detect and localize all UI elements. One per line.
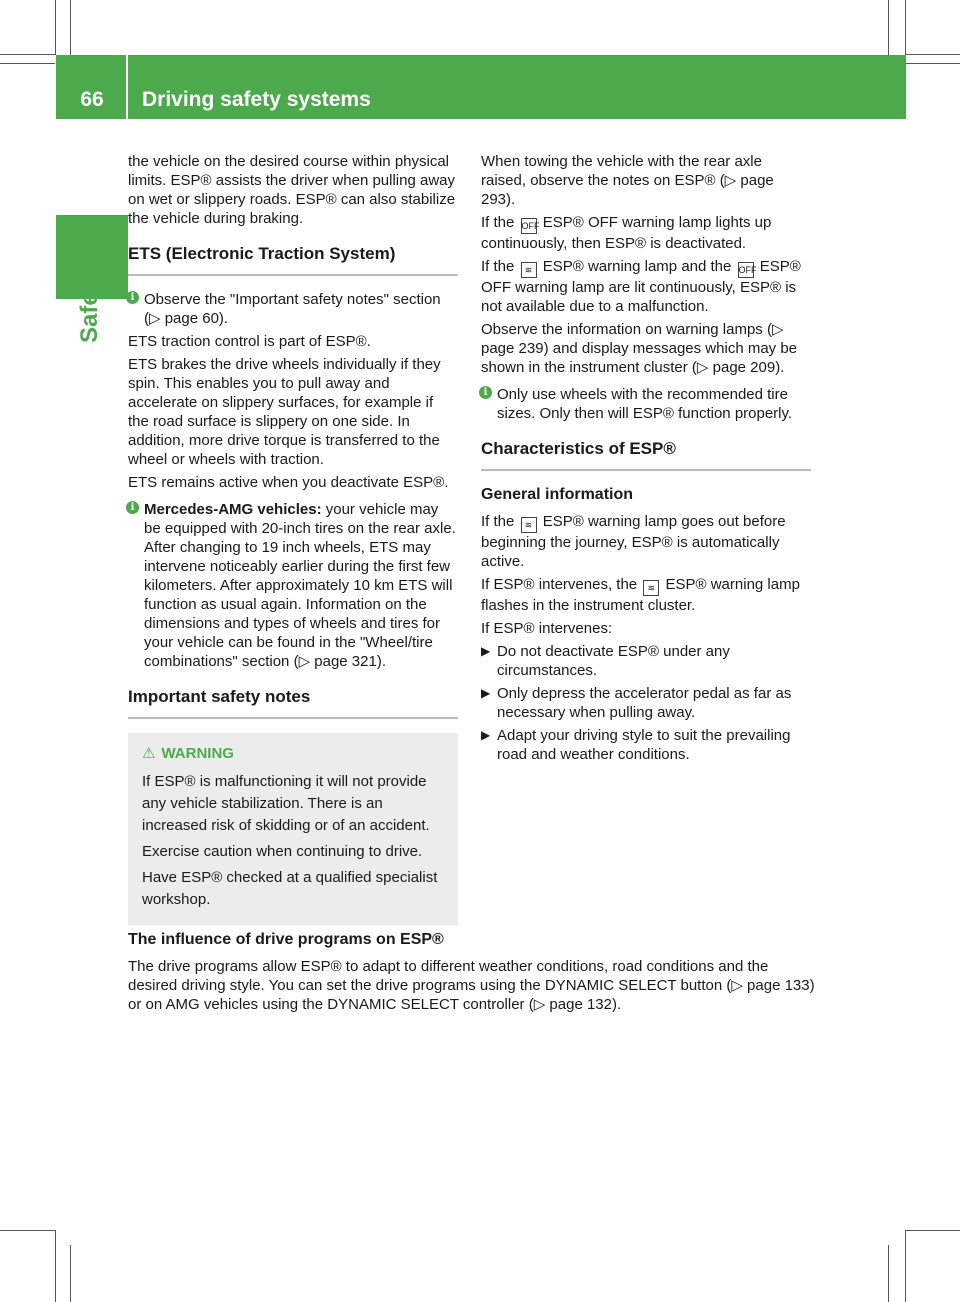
- info-icon: i: [126, 501, 139, 514]
- step-arrow-icon: ▶: [481, 728, 491, 742]
- crop-mark: [906, 54, 960, 55]
- step-text: Only depress the accelerator pedal as far as necessary when pulling away.: [497, 685, 792, 721]
- text: ESP® warning lamp goes out before beginning the journey, ESP® is automatically active.: [481, 513, 786, 570]
- right-column: [481, 152, 811, 768]
- ets-paragraph-1: ETS traction control is part of ESP®.: [128, 333, 371, 350]
- amg-label: Mercedes-AMG vehicles:: [144, 501, 322, 518]
- crop-mark: [905, 0, 906, 55]
- towing-paragraph: When towing the vehicle with the rear axle raised, observe the notes on ESP® (▷ page 293).: [481, 153, 774, 208]
- warning-paragraph-3: Have ESP® checked at a qualified specialist workshop.: [142, 869, 438, 908]
- text: ESP® OFF warning lamp lights up continuously, then ESP® is deactivated.: [481, 214, 772, 252]
- crop-mark: [55, 0, 56, 55]
- warning-box: [128, 733, 458, 925]
- text: If the: [481, 513, 515, 530]
- intro-paragraph: the vehicle on the desired course within physical limits. ESP® assists the driver when pulling away on wet or slippery roads. ESP® can also stabilize the vehicle during braking.: [128, 153, 456, 227]
- info-icon: i: [479, 386, 492, 399]
- warning-paragraph-1: If ESP® is malfunctioning it will not provide any vehicle stabilization. There is an increased risk of skidding or of an accident.: [142, 773, 430, 834]
- step-text: Adapt your driving style to suit the prevailing road and weather conditions.: [497, 727, 791, 763]
- esp-icon: ≋: [521, 517, 537, 533]
- safety-heading: Important safety notes: [128, 687, 458, 719]
- info-icon: i: [126, 291, 139, 304]
- step-text: Do not deactivate ESP® under any circumstances.: [497, 643, 730, 679]
- left-column: [128, 152, 458, 925]
- intervenes-paragraph: [481, 575, 811, 615]
- esp-off-icon: OFF: [738, 262, 754, 278]
- warning-icon: ⚠: [142, 745, 156, 762]
- step-item: [481, 726, 811, 764]
- esp-icon: ≋: [643, 580, 659, 596]
- drive-programs-section: [128, 930, 818, 1018]
- intervenes-label: If ESP® intervenes:: [481, 620, 613, 637]
- crop-mark: [888, 1245, 889, 1302]
- general-info-heading: General information: [481, 486, 634, 503]
- info-text: Observe the "Important safety notes" section (▷ page 60).: [144, 291, 441, 327]
- crop-mark: [906, 63, 960, 64]
- crop-mark: [0, 54, 55, 55]
- wheels-info-text: Only use wheels with the recommended tire sizes. Only then will ESP® function properly.: [497, 386, 793, 422]
- section-title: Driving safety systems: [142, 88, 371, 111]
- crop-mark: [905, 1230, 906, 1302]
- characteristics-heading: Characteristics of ESP®: [481, 439, 811, 471]
- text: If the: [481, 214, 515, 231]
- header-divider: [126, 55, 128, 119]
- step-item: [481, 684, 811, 722]
- page-number: 66: [80, 88, 104, 111]
- text: ESP® warning lamp and the: [542, 258, 732, 275]
- step-item: [481, 642, 811, 680]
- esp-off-paragraph: [481, 213, 811, 253]
- crop-mark: [906, 1230, 960, 1231]
- observe-paragraph: Observe the information on warning lamps (▷ page 239) and display messages which may be shown in the instrument cluster (▷ page 209).: [481, 321, 798, 376]
- drive-programs-heading: The influence of drive programs on ESP®: [128, 931, 444, 948]
- amg-text: your vehicle may be equipped with 20-inch tires on the rear axle. After changing to 19 inch wheels, ETS may intervene noticeably earlier during the first few kilometers. After approximately 10 km ETS will function as usual again. Information on the dimensions and types of wheels and tires for your vehicle can be found in the "Wheel/tire combinations" section (▷ page 321).: [144, 501, 456, 670]
- general-info-paragraph: [481, 512, 811, 571]
- esp-icon: ≋: [521, 262, 537, 278]
- text: ESP® OFF warning lamp are lit continuously, ESP® is not available due to a malfunction.: [481, 258, 801, 315]
- drive-programs-text: The drive programs allow ESP® to adapt to different weather conditions, road conditions and the desired driving style. You can set the drive programs using the DYNAMIC SELECT button (▷ page 133) or on AMG vehicles using the DYNAMIC SELECT controller (▷ page 132).: [128, 958, 815, 1013]
- crop-mark: [0, 1230, 55, 1231]
- warning-title: [142, 743, 446, 765]
- step-arrow-icon: ▶: [481, 644, 491, 658]
- text: If the: [481, 258, 515, 275]
- crop-mark: [55, 1230, 56, 1302]
- esp-off-icon: OFF: [521, 218, 537, 234]
- crop-mark: [70, 1245, 71, 1302]
- text: ESP® warning lamp flashes in the instrument cluster.: [481, 576, 800, 614]
- wheels-info-note: [481, 385, 811, 423]
- esp-malfunction-paragraph: [481, 257, 811, 316]
- warning-paragraph-2: Exercise caution when continuing to drive.: [142, 843, 423, 860]
- text: If ESP® intervenes, the: [481, 576, 638, 593]
- ets-paragraph-3: ETS remains active when you deactivate ESP®.: [128, 474, 449, 491]
- info-note: [128, 290, 458, 328]
- step-arrow-icon: ▶: [481, 686, 491, 700]
- crop-mark: [888, 0, 889, 55]
- warning-title-text: WARNING: [161, 745, 234, 762]
- crop-mark: [0, 63, 55, 64]
- ets-heading: ETS (Electronic Traction System): [128, 244, 458, 276]
- ets-paragraph-2: ETS brakes the drive wheels individually if they spin. This enables you to pull away and accelerate on slippery surfaces, for example if the road surface is slippery on one side. In addition, more drive torque is transferred to the wheel or wheels with traction.: [128, 356, 441, 468]
- amg-info-note: [128, 500, 458, 671]
- crop-mark: [70, 0, 71, 55]
- side-tab-label: Safety: [76, 270, 103, 343]
